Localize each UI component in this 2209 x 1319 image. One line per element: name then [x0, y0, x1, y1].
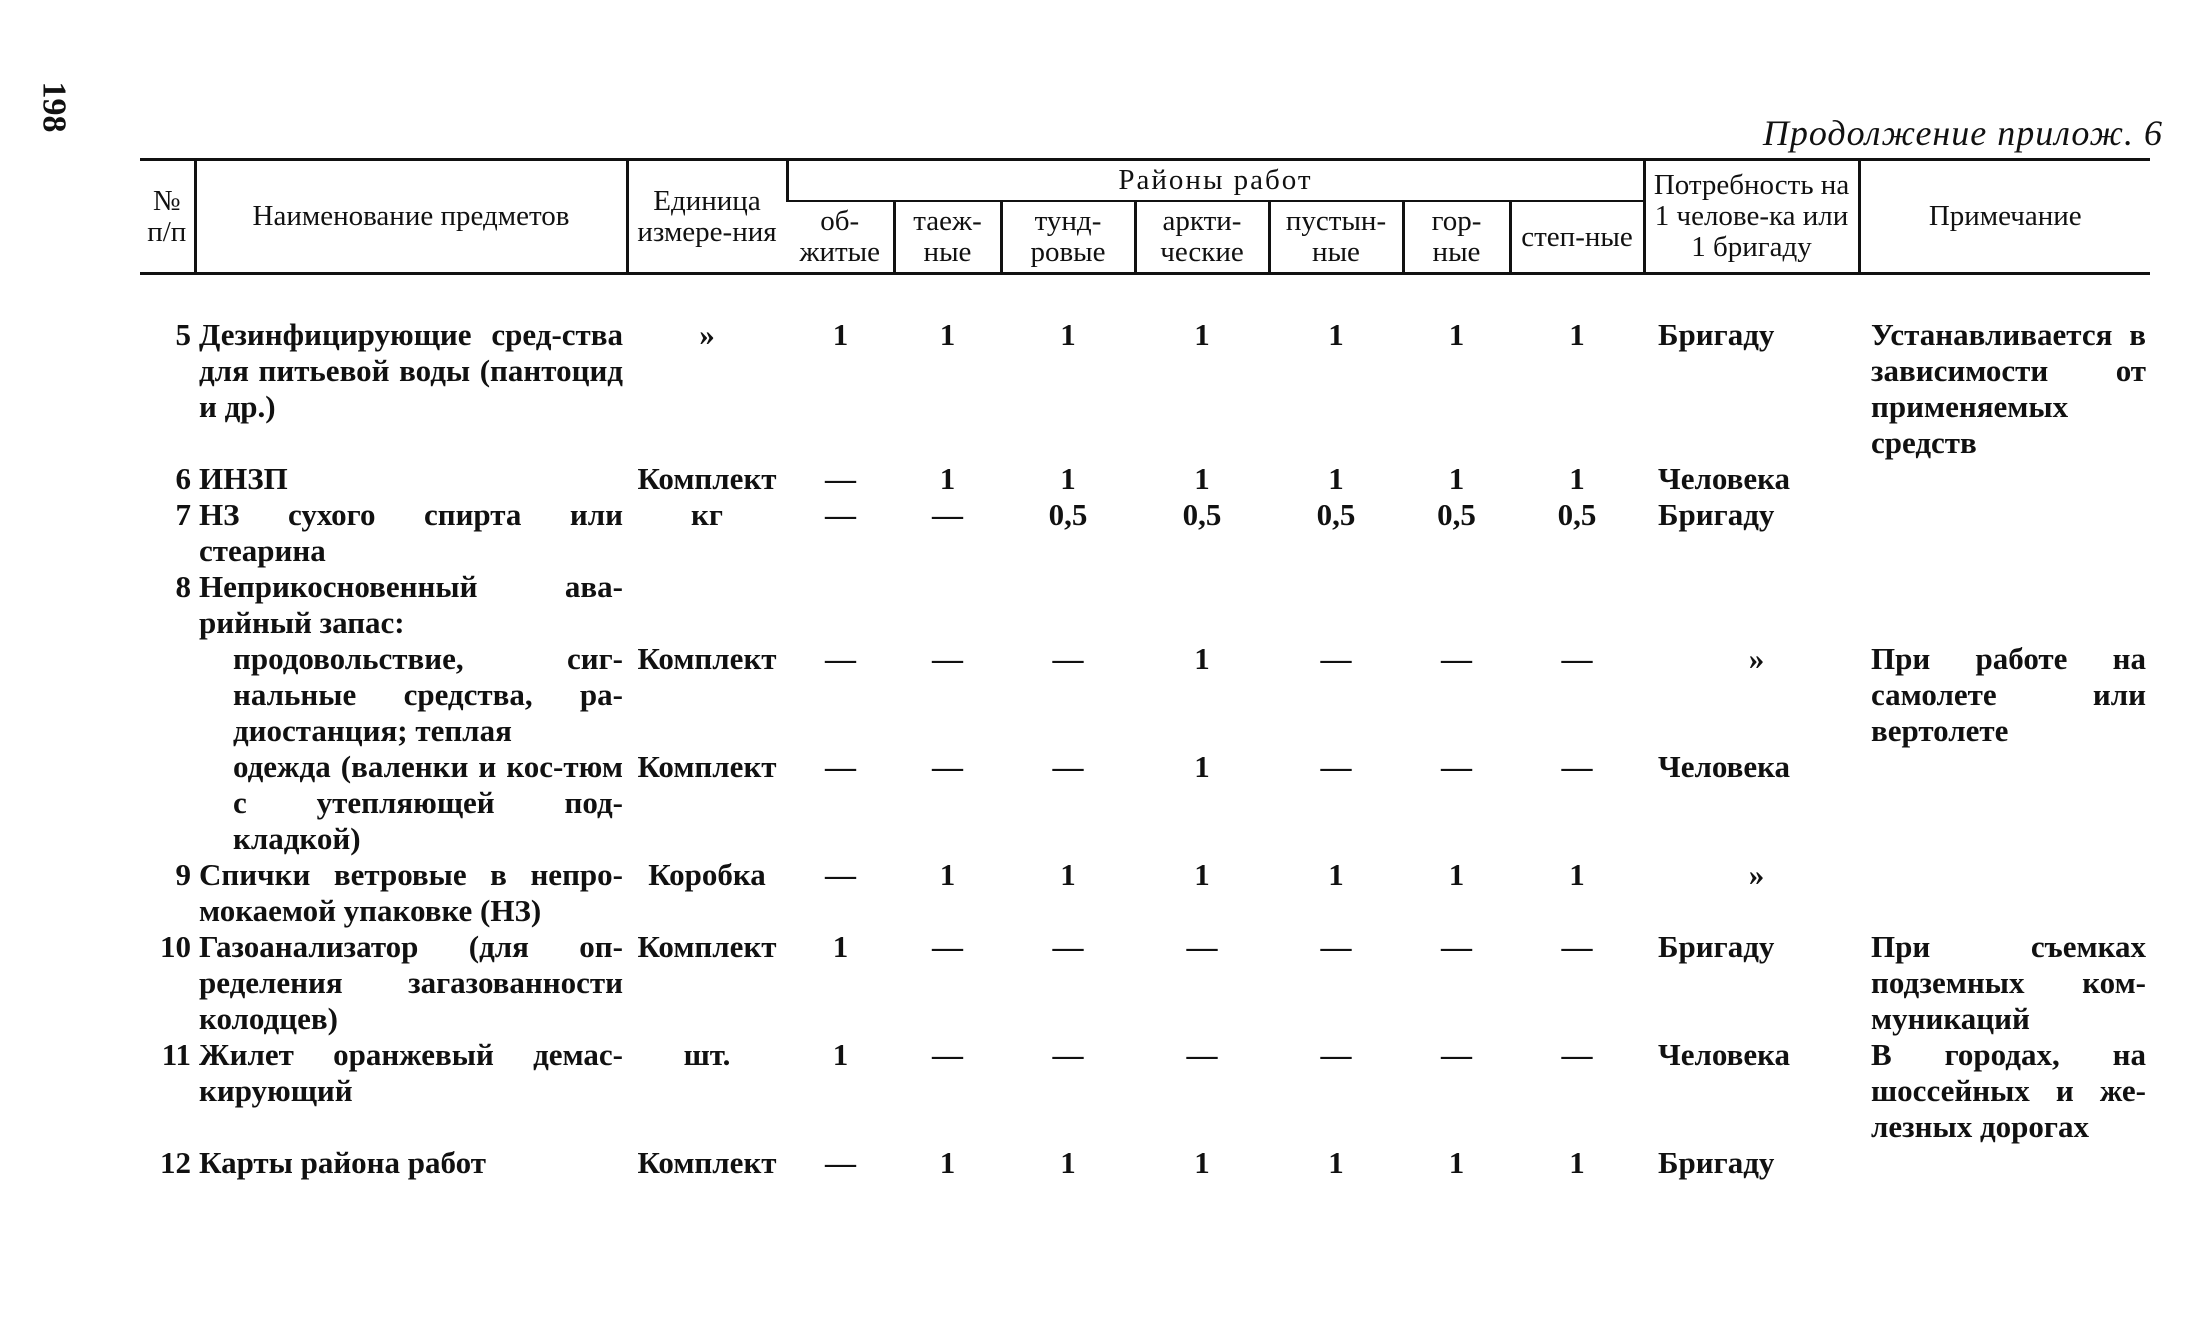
continuation-title: Продолжение прилож. 6: [1762, 113, 2163, 153]
note-cell: При работе на самолете или вертолете: [1871, 641, 2147, 748]
unit-cell: Комплект: [637, 929, 777, 964]
item-name: НЗ сухого спирта или стеарина: [199, 497, 623, 568]
need-cell: Бригаду: [1658, 1145, 1775, 1180]
district-value: —: [825, 857, 856, 892]
unit-cell: Комплект: [637, 641, 777, 676]
need-cell: Человека: [1658, 461, 1791, 496]
row-number: 6: [175, 461, 191, 496]
table-body: [140, 274, 2150, 1182]
unit-cell: »: [699, 317, 715, 352]
district-value: —: [1561, 749, 1593, 784]
district-value: —: [1186, 929, 1218, 964]
item-name: Спички ветровые в непро-мокаемой упаковке (НЗ): [199, 857, 623, 928]
district-value: —: [1441, 929, 1472, 964]
district-value: 1: [1328, 857, 1344, 892]
district-value: —: [1561, 641, 1593, 676]
district-value: —: [1320, 929, 1352, 964]
district-value: 1: [1194, 749, 1210, 784]
unit-cell: Комплект: [637, 749, 777, 784]
need-cell: Бригаду: [1658, 317, 1775, 352]
district-value: 1: [1328, 1145, 1344, 1180]
header-district-3: тунд-ровые: [1001, 201, 1135, 274]
row-number: 7: [175, 497, 191, 532]
table-row: [140, 461, 2150, 497]
district-value: 1: [1569, 461, 1585, 496]
district-value: 1: [939, 317, 956, 352]
district-value: 0,5: [1316, 497, 1356, 532]
note-cell: При съемках подземных ком-муникаций: [1871, 929, 2147, 1036]
district-value: 1: [832, 1037, 849, 1072]
district-value: [894, 569, 1001, 641]
district-value: 1: [1060, 317, 1076, 352]
item-name: одежда (валенки и кос-тюм с утепляющей под-кладкой): [233, 749, 623, 856]
unit-cell: кг: [691, 497, 723, 532]
header-district-5: пустын-ные: [1269, 201, 1403, 274]
district-value: 1: [832, 929, 849, 964]
district-value: —: [1441, 749, 1472, 784]
table-row: [140, 569, 2150, 641]
note-cell: [1859, 497, 2150, 569]
district-value: 0,5: [1437, 497, 1476, 532]
item-name: Газоанализатор (для оп-ределения загазованности колодцев): [199, 929, 623, 1036]
district-value: —: [825, 641, 856, 676]
table-row: [140, 749, 2150, 857]
row-number: 11: [161, 1037, 191, 1072]
district-value: —: [932, 1037, 963, 1072]
item-name: ИНЗП: [199, 461, 288, 496]
district-value: —: [932, 929, 963, 964]
note-cell: В городах, на шоссейных и же-лезных дорогах: [1871, 1037, 2147, 1144]
district-value: 1: [1328, 317, 1344, 352]
need-cell: [1644, 569, 1859, 641]
district-value: 1: [939, 1145, 956, 1180]
district-value: 1: [1448, 461, 1465, 496]
district-value: —: [1441, 1037, 1472, 1072]
district-value: —: [1561, 929, 1593, 964]
district-value: [1269, 569, 1403, 641]
district-value: [1510, 569, 1644, 641]
header-districts: Районы работ: [787, 160, 1644, 202]
row-number: 8: [175, 569, 191, 604]
district-value: —: [825, 461, 856, 496]
district-value: [787, 569, 894, 641]
table-row: [140, 497, 2150, 569]
note-cell: Устанавливается в зависимости от применяемых средств: [1871, 317, 2147, 460]
table-row: [140, 274, 2150, 462]
table-row: [140, 1037, 2150, 1145]
district-value: 1: [1060, 857, 1076, 892]
unit-cell: Комплект: [637, 461, 777, 496]
district-value: 1: [1569, 317, 1585, 352]
need-cell: »: [1748, 857, 1765, 892]
district-value: 0,5: [1557, 497, 1597, 532]
district-value: —: [1052, 1037, 1084, 1072]
district-value: [1001, 569, 1135, 641]
district-value: —: [932, 497, 963, 532]
district-value: [1135, 569, 1269, 641]
district-value: —: [932, 641, 963, 676]
district-value: 1: [1328, 461, 1344, 496]
district-value: 1: [1569, 857, 1585, 892]
need-cell: Человека: [1658, 1037, 1791, 1072]
header-district-4: аркти-ческие: [1135, 201, 1269, 274]
need-cell: Бригаду: [1658, 497, 1775, 532]
item-name: Неприкосновенный ава-рийный запас:: [199, 569, 623, 640]
district-value: —: [1052, 641, 1084, 676]
supplies-table: [140, 158, 2150, 1181]
district-value: —: [825, 497, 856, 532]
need-cell: Человека: [1658, 749, 1791, 784]
header-district-7: степ-ные: [1510, 201, 1644, 274]
row-number: 9: [175, 857, 191, 892]
unit-cell: Коробка: [648, 857, 766, 892]
need-cell: Бригаду: [1658, 929, 1775, 964]
district-value: —: [825, 1145, 856, 1180]
district-value: —: [1561, 1037, 1593, 1072]
header-unit: Единица измере-ния: [627, 160, 787, 274]
note-cell: [1859, 569, 2150, 641]
district-value: 1: [1194, 857, 1210, 892]
note-cell: [1859, 749, 2150, 857]
district-value: 1: [1448, 1145, 1465, 1180]
district-value: 1: [1448, 857, 1465, 892]
table-row: [140, 857, 2150, 929]
row-number: 5: [175, 317, 191, 352]
header-need: Потребность на 1 челове-ка или 1 бригаду: [1644, 160, 1859, 274]
district-value: 1: [1194, 317, 1210, 352]
district-value: —: [825, 749, 856, 784]
unit-cell: Комплект: [637, 1145, 777, 1180]
note-cell: [1859, 1145, 2150, 1181]
district-value: —: [932, 749, 963, 784]
header-district-2: таеж-ные: [894, 201, 1001, 274]
header-note: Примечание: [1859, 160, 2150, 274]
district-value: 1: [1194, 641, 1210, 676]
district-value: 0,5: [1182, 497, 1222, 532]
district-value: —: [1320, 749, 1352, 784]
district-value: 1: [1060, 1145, 1076, 1180]
need-cell: »: [1748, 641, 1765, 676]
row-number: [140, 749, 195, 857]
item-name: Жилет оранжевый демас-кирующий: [199, 1037, 623, 1108]
header-num: № п/п: [140, 160, 195, 274]
district-value: 1: [1060, 461, 1076, 496]
district-value: 1: [1569, 1145, 1585, 1180]
district-value: —: [1186, 1037, 1218, 1072]
district-value: —: [1320, 641, 1352, 676]
header-name: Наименование предметов: [195, 160, 627, 274]
item-name: Карты района работ: [199, 1145, 486, 1180]
district-value: —: [1052, 749, 1084, 784]
table-header: [140, 160, 2150, 274]
unit-cell: [627, 569, 787, 641]
note-cell: [1859, 461, 2150, 497]
district-value: 1: [939, 461, 956, 496]
district-value: 1: [1448, 317, 1465, 352]
district-value: —: [1052, 929, 1084, 964]
district-value: 1: [832, 317, 849, 352]
page-number: 198: [35, 81, 73, 133]
table-row: [140, 929, 2150, 1037]
header-district-1: об-житые: [787, 201, 894, 274]
district-value: 1: [939, 857, 956, 892]
district-value: [1403, 569, 1510, 641]
row-number: 12: [160, 1145, 191, 1180]
district-value: 0,5: [1048, 497, 1088, 532]
item-name: продовольствие, сиг-нальные средства, ра-диостанция; теплая: [233, 641, 623, 748]
table-row: [140, 1145, 2150, 1181]
note-cell: [1859, 857, 2150, 929]
table-row: [140, 641, 2150, 749]
unit-cell: шт.: [683, 1037, 731, 1072]
row-number: [140, 641, 195, 749]
header-district-6: гор-ные: [1403, 201, 1510, 274]
item-name: Дезинфицирующие сред-ства для питьевой воды (пантоцид и др.): [199, 317, 623, 424]
district-value: —: [1441, 641, 1472, 676]
district-value: 1: [1194, 461, 1210, 496]
district-value: —: [1320, 1037, 1352, 1072]
row-number: 10: [160, 929, 191, 964]
district-value: 1: [1194, 1145, 1210, 1180]
